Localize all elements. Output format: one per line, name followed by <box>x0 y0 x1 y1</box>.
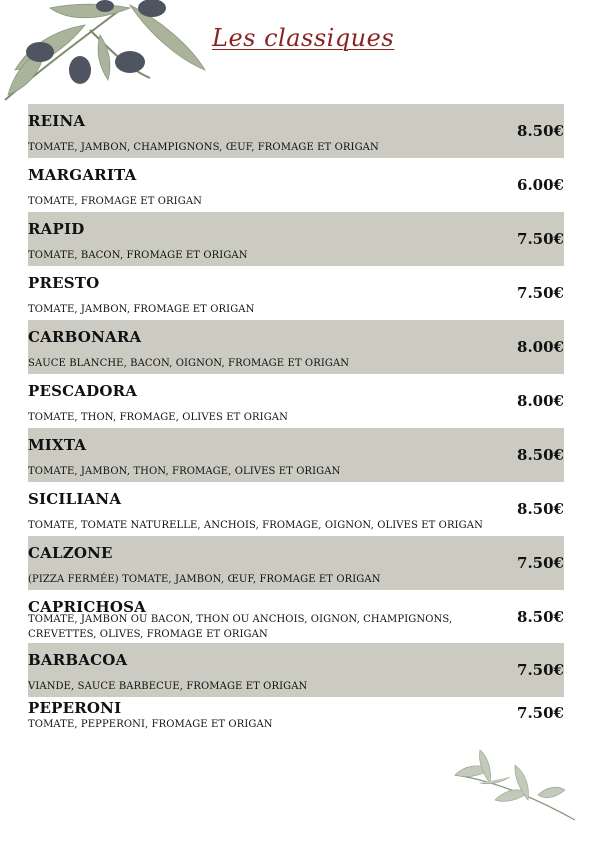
item-price: 8.50€ <box>517 446 564 464</box>
item-description: TOMATE, JAMBON, THON, FROMAGE, OLIVES ET ORIGAN <box>28 466 341 477</box>
page-title: Les classiques <box>212 24 395 52</box>
item-price: 7.50€ <box>517 704 564 722</box>
menu-item <box>28 428 564 482</box>
menu-item <box>28 643 564 697</box>
item-description: TOMATE, TOMATE NATURELLE, ANCHOIS, FROMAGE, OIGNON, OLIVES ET ORIGAN <box>28 520 483 531</box>
menu-item <box>28 158 564 212</box>
olive-branch-icon <box>0 0 215 105</box>
item-price: 8.00€ <box>517 338 564 356</box>
item-description: TOMATE, FROMAGE ET ORIGAN <box>28 196 202 207</box>
menu-item <box>28 590 564 643</box>
item-name: CALZONE <box>28 544 113 562</box>
item-description: TOMATE, JAMBON, FROMAGE ET ORIGAN <box>28 304 255 315</box>
item-price: 8.50€ <box>517 122 564 140</box>
item-price: 8.50€ <box>517 500 564 518</box>
item-name: SICILIANA <box>28 490 122 508</box>
item-name: MIXTA <box>28 436 87 454</box>
menu-item <box>28 212 564 266</box>
menu-item <box>28 320 564 374</box>
item-description: SAUCE BLANCHE, BACON, OIGNON, FROMAGE ET ORIGAN <box>28 358 350 369</box>
item-description: TOMATE, JAMBON OU BACON, THON OU ANCHOIS, OIGNON, CHAMPIGNONS, CREVETTES, OLIVES, FROMAGE ET ORIGAN <box>28 614 453 640</box>
item-description: TOMATE, THON, FROMAGE, OLIVES ET ORIGAN <box>28 412 288 423</box>
item-description: TOMATE, BACON, FROMAGE ET ORIGAN <box>28 250 248 261</box>
item-name: PESCADORA <box>28 382 138 400</box>
leaf-sprig-icon <box>450 745 580 825</box>
item-description: TOMATE, JAMBON, CHAMPIGNONS, ŒUF, FROMAGE ET ORIGAN <box>28 142 379 153</box>
item-price: 7.50€ <box>517 554 564 572</box>
item-name: RAPID <box>28 220 85 238</box>
item-name: MARGARITA <box>28 166 137 184</box>
menu-item <box>28 266 564 320</box>
item-name: PRESTO <box>28 274 100 292</box>
item-name: BARBACOA <box>28 651 128 669</box>
item-name: PEPERONI <box>28 699 122 717</box>
menu-list <box>28 104 564 743</box>
item-name: CAPRICHOSA <box>28 598 146 616</box>
menu-item <box>28 104 564 158</box>
item-price: 8.50€ <box>517 608 564 626</box>
item-price: 7.50€ <box>517 661 564 679</box>
item-description: TOMATE, PEPPERONI, FROMAGE ET ORIGAN <box>28 719 273 730</box>
menu-item <box>28 536 564 590</box>
item-price: 7.50€ <box>517 284 564 302</box>
item-price: 6.00€ <box>517 176 564 194</box>
item-description: VIANDE, SAUCE BARBECUE, FROMAGE ET ORIGAN <box>28 681 308 692</box>
menu-item <box>28 697 564 743</box>
item-price: 7.50€ <box>517 230 564 248</box>
item-price: 8.00€ <box>517 392 564 410</box>
menu-item <box>28 482 564 536</box>
item-description: (PIZZA FERMÉE) TOMATE, JAMBON, ŒUF, FROMAGE ET ORIGAN <box>28 574 381 585</box>
menu-item <box>28 374 564 428</box>
item-name: CARBONARA <box>28 328 142 346</box>
item-name: REINA <box>28 112 86 130</box>
